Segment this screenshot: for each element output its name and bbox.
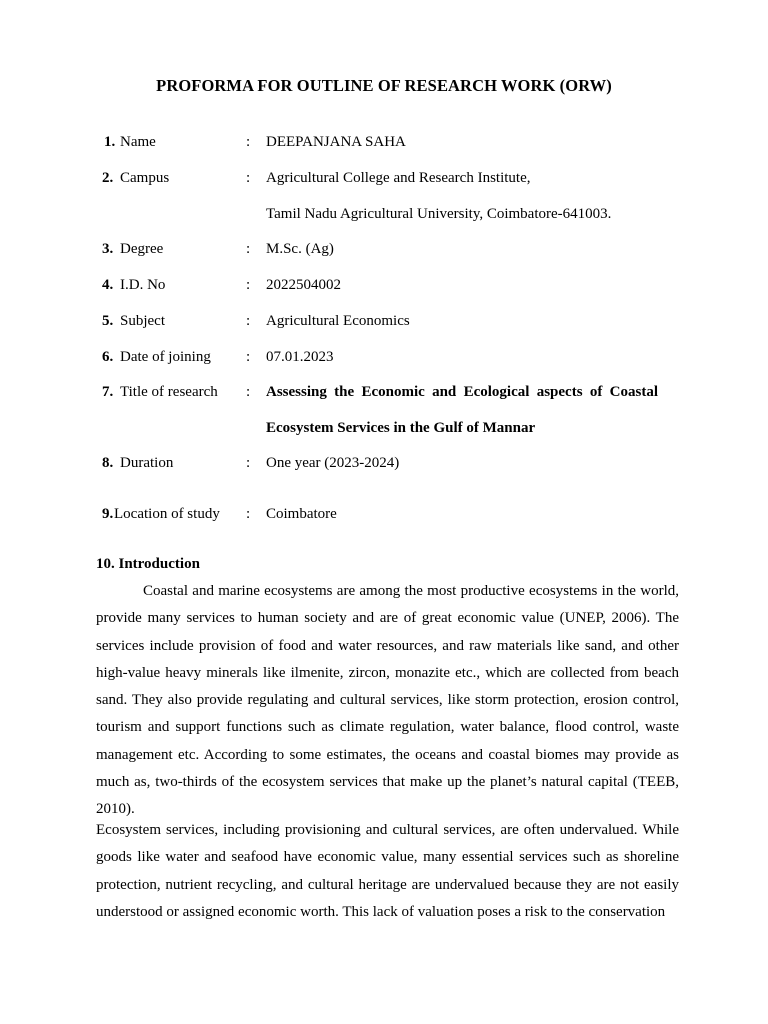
field-colon: :: [246, 313, 251, 329]
field-label: I.D. No: [120, 277, 166, 293]
field-value: DEEPANJANA SAHA: [266, 134, 406, 150]
field-colon: :: [246, 241, 251, 257]
intro-paragraph-1: Coastal and marine ecosystems are among the most productive ecosystems in the world, provide many services to human society and are of great economic value (UNEP, 2006). The services include provision of food and water resources, and raw materials like sand, and other high-value heavy minerals like ilmenite, zircon, monazite etc., which are collected from beach sand. They also provide regulating and cultural services, like storm protection, erosion control, tourism and support functions such as climate regulation, water balance, flood control, waste management etc. According to some estimates, the oceans and coastal biomes may provide as much as, two-thirds of the ecosystem services that make up the planet’s natural capital (TEEB, 2010).: [96, 583, 679, 818]
field-number: 2.: [102, 170, 114, 186]
field-value: 2022504002: [266, 277, 341, 293]
field-value-continued: Ecosystem Services in the Gulf of Mannar: [266, 420, 536, 436]
field-value: M.Sc. (Ag): [266, 241, 334, 257]
field-colon: :: [246, 506, 251, 522]
field-title-of-research: [0, 384, 768, 408]
field-label: Degree: [120, 241, 164, 257]
field-colon: :: [246, 170, 251, 186]
field-label: Date of joining: [120, 349, 211, 365]
field-number: 5.: [102, 313, 114, 329]
field-campus: [0, 170, 768, 194]
field-value: Coimbatore: [266, 506, 337, 522]
field-number: 4.: [102, 277, 114, 293]
document-title: PROFORMA FOR OUTLINE OF RESEARCH WORK (ORW): [156, 76, 612, 95]
field-label: Subject: [120, 313, 165, 329]
field-label: Location of study: [114, 506, 220, 522]
field-value: Assessing the Economic and Ecological aspects of Coastal: [266, 384, 658, 400]
field-duration: [0, 455, 768, 479]
field-campus-line2: [0, 206, 768, 230]
intro-paragraph-2: Ecosystem services, including provisioning and cultural services, are often undervalued. While goods like water and seafood have economic value, many essential services such as shoreline protection, nutrient recycling, and cultural heritage are undervalued because they are not easily understood or assigned economic worth. This lack of valuation poses a risk to the conservation: [96, 822, 679, 920]
field-number: 9.: [102, 506, 114, 522]
field-label: Title of research: [120, 384, 218, 400]
field-colon: :: [246, 455, 251, 471]
field-degree: [0, 241, 768, 265]
field-colon: :: [246, 277, 251, 293]
field-value-continued: Tamil Nadu Agricultural University, Coimbatore-641003.: [266, 206, 612, 222]
field-value: Agricultural Economics: [266, 313, 410, 329]
field-label: Campus: [120, 170, 170, 186]
field-value: 07.01.2023: [266, 349, 334, 365]
field-subject: [0, 313, 768, 337]
field-colon: :: [246, 384, 251, 400]
field-number: 1.: [104, 134, 116, 150]
field-value: One year (2023-2024): [266, 455, 400, 471]
field-number: 3.: [102, 241, 114, 257]
field-id-no: [0, 277, 768, 301]
field-title-line2: [0, 420, 768, 444]
field-name: [0, 134, 768, 158]
field-label: Duration: [120, 455, 174, 471]
field-number: 6.: [102, 349, 114, 365]
field-location-of-study: [0, 506, 768, 530]
field-date-of-joining: [0, 349, 768, 373]
field-value: Agricultural College and Research Institute,: [266, 170, 531, 186]
field-colon: :: [246, 134, 251, 150]
field-number: 8.: [102, 455, 114, 471]
section-heading-introduction: 10. Introduction: [96, 556, 200, 572]
field-label: Name: [120, 134, 156, 150]
field-colon: :: [246, 349, 251, 365]
field-number: 7.: [102, 384, 114, 400]
